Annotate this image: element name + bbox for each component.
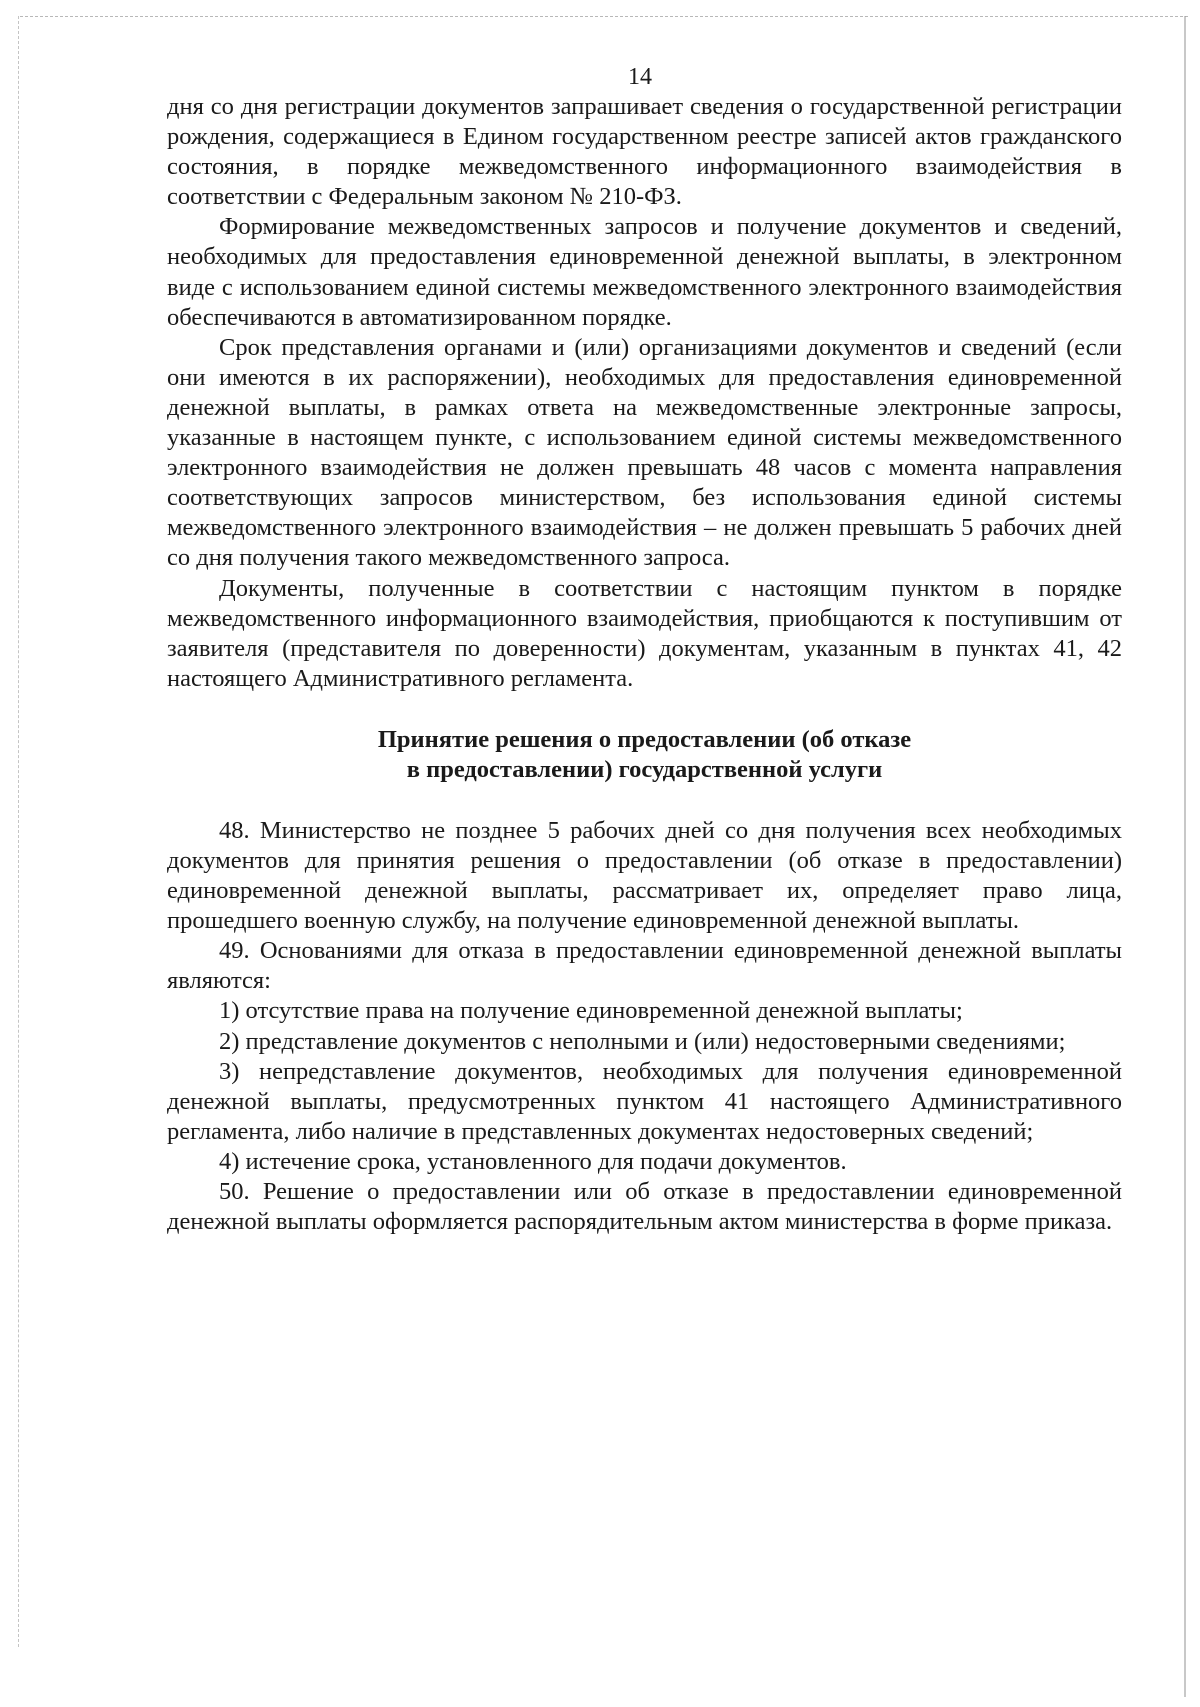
document-body: [167, 92, 1122, 1237]
list-item-1: 1) отсутствие права на получение единовременной денежной выплаты;: [219, 997, 963, 1025]
list-item-3: 3) непредставление документов, необходимых для получения единовременной денежной выплаты, предусмотренных пунктом 41 настоящего Административного регламента, либо наличие в представленных документах недостоверных сведений;: [167, 1057, 1122, 1145]
section-heading-line-1: Принятие решения о предоставлении (об отказе: [377, 725, 912, 753]
paragraph-48: 48. Министерство не позднее 5 рабочих дней со дня получения всех необходимых документов для принятия решения о предоставлении (об отказе в предоставлении) единовременной денежной выплаты, рассматривает их, определяет право лица, прошедшего военную службу, на получение единовременной денежной выплаты.: [167, 816, 1122, 935]
list-item-4: 4) истечение срока, установленного для подачи документов.: [219, 1147, 847, 1175]
scan-border-top: [20, 16, 1188, 17]
page-number: 14: [628, 64, 652, 90]
paragraph-interagency-requests: Формирование межведомственных запросов и получение документов и сведений, необходимых для предоставления единовременной денежной выплаты, в электронном виде с использованием единой системы межведомственного электронного взаимодействия обеспечиваются в автоматизированном порядке.: [167, 213, 1122, 331]
section-heading: [167, 725, 1122, 785]
paragraph-continuation: дня со дня регистрации документов запрашивает сведения о государственной регистрации рождения, содержащиеся в Едином государственном реестре записей актов гражданского состояния, в порядке межведомственного информационного взаимодействия в соответствии с Федеральным законом № 210-ФЗ.: [167, 93, 1122, 211]
section-heading-line-2: в предоставлении) государственной услуги: [406, 755, 883, 783]
paragraph-49: 49. Основаниями для отказа в предоставлении единовременной денежной выплаты являются:: [167, 937, 1122, 995]
scan-border-right: [1184, 16, 1186, 1697]
paragraph-documents-attached: Документы, полученные в соответствии с настоящим пунктом в порядке межведомственного информационного взаимодействия, приобщаются к поступившим от заявителя (представителя по доверенности) документам, указанным в пунктах 41, 42 настоящего Административного регламента.: [167, 574, 1122, 692]
scan-border-left: [18, 16, 19, 1647]
paragraph-response-deadline: Срок представления органами и (или) организациями документов и сведений (если они имеются в их распоряжении), необходимых для предоставления единовременной денежной выплаты, в рамках ответа на межведомственные электронные запросы, указанные в настоящем пункте, с использованием единой системы межведомственного электронного взаимодействия не должен превышать 48 часов с момента направления соответствующих запросов министерством, без использования единой системы межведомственного электронного взаимодействия – не должен превышать 5 рабочих дней со дня получения такого межведомственного запроса.: [167, 333, 1122, 572]
list-item-2: 2) представление документов с неполными и (или) недостоверными сведениями;: [219, 1027, 1066, 1055]
paragraph-50: 50. Решение о предоставлении или об отказе в предоставлении единовременной денежной выплаты оформляется распорядительным актом министерства в форме приказа.: [167, 1178, 1122, 1236]
